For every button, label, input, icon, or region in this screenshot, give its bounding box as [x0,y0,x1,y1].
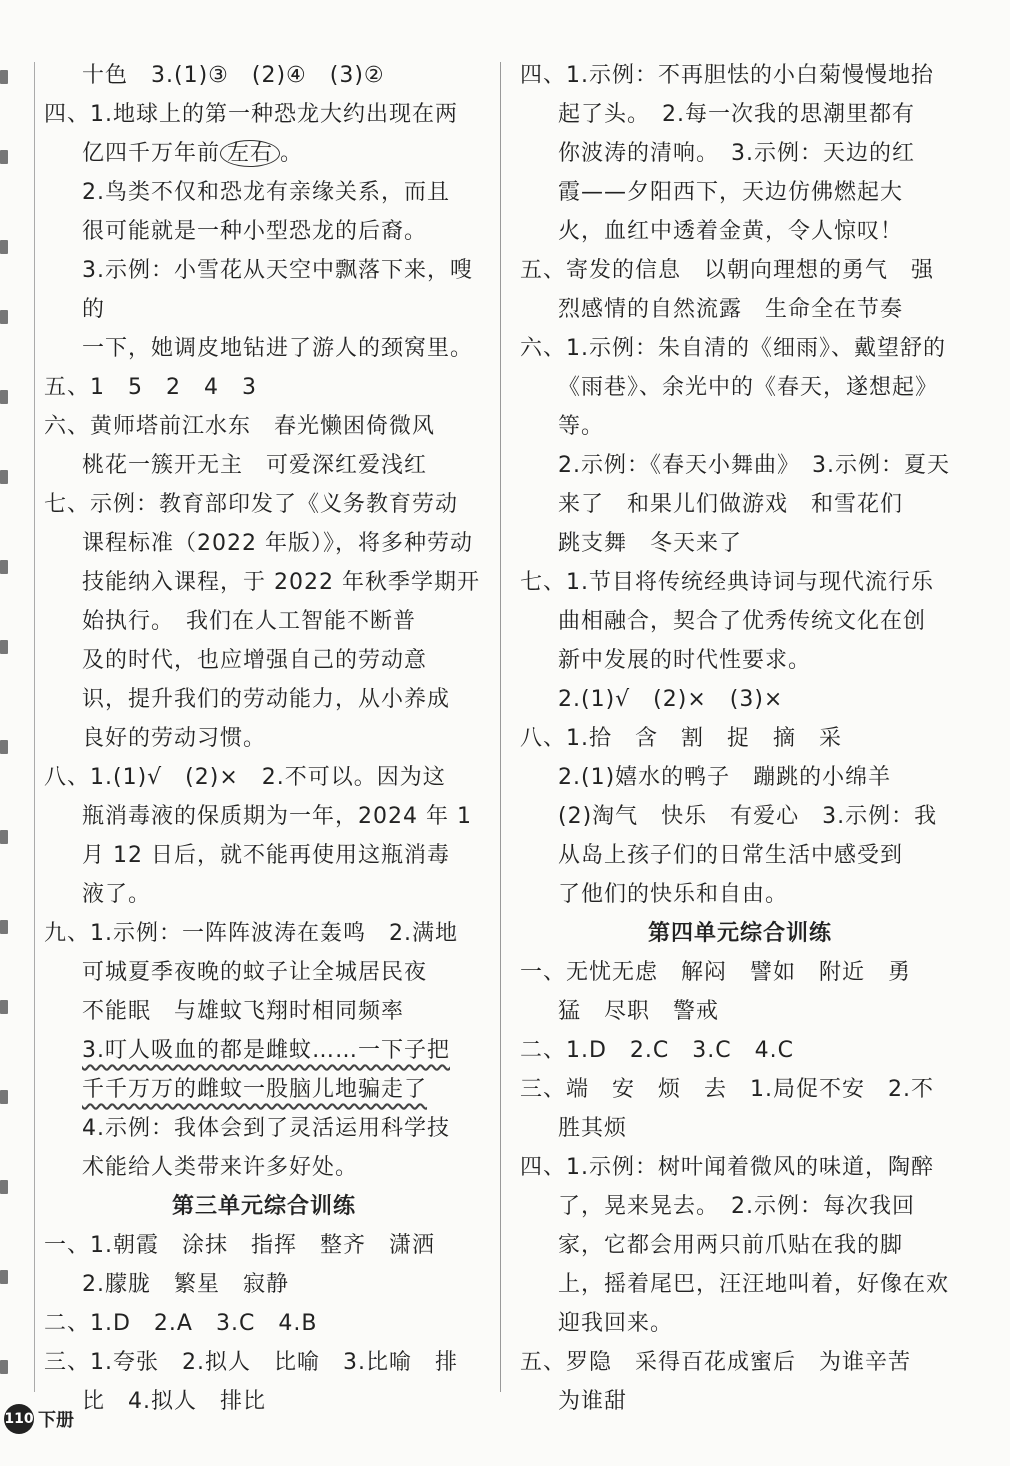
answer-line: 六、1.示例：朱自清的《细雨》、戴望舒的 [520,336,946,361]
answer-line: 曲相融合，契合了优秀传统文化在创 [558,609,927,634]
answer-line: 良好的劳动习惯。 [82,726,267,751]
answer-line: 月 12 日后，就不能再使用这瓶消毒 [82,843,450,868]
answer-line: 跳支舞 冬天来了 [558,531,743,556]
answer-line: 猛 尽职 警戒 [558,999,720,1024]
answer-line: 你波涛的清响。 3.示例：天边的红 [558,141,915,166]
answer-line: 来了 和果儿们做游戏 和雪花们 [558,492,904,517]
wavy-underlined-text: 3.叮人吸血的都是雌蚊……一下子把 [82,1038,450,1063]
answer-line: 七、示例：教育部印发了《义务教育劳动 [44,492,459,517]
answer-line [44,1070,484,1109]
answer-line: 比 4.拟人 排比 [82,1389,266,1414]
answer-line: 始执行。 我们在人工智能不断普 [82,609,417,634]
answer-line: 一、1.朝霞 涂抹 指挥 整齐 潇洒 [44,1233,435,1258]
answer-text: 。 [280,141,304,166]
answer-line: 七、1.节目将传统经典诗词与现代流行乐 [520,570,934,595]
answer-line: 起了头。 2.每一次我的思潮里都有 [558,102,915,127]
section-heading: 第三单元综合训练 [171,1194,356,1219]
answer-line: 液了。 [82,882,152,907]
answer-line: 上，摇着尾巴，汪汪地叫着，好像在欢 [558,1272,950,1297]
answer-line: 四、1.地球上的第一种恐龙大约出现在两 [44,102,458,127]
answer-line: 可城夏季夜晚的蚊子让全城居民夜 [82,960,428,985]
answer-line: 为谁甜 [558,1389,628,1414]
page-number: 110 [4,1404,34,1434]
answer-line: 火，血红中透着金黄，令人惊叹！ [558,219,904,244]
section-heading: 第四单元综合训练 [647,921,832,946]
answer-line: 及的时代，也应增强自己的劳动意 [82,648,428,673]
answer-text: 亿四千万年前 [82,141,221,166]
answer-line: 八、1.(1)√ (2)× 2.不可以。因为这 [44,765,446,790]
answer-line: 课程标准（2022 年版）》，将多种劳动 [82,531,473,556]
answer-line: 四、1.示例：树叶闻着微风的味道，陶醉 [520,1155,934,1180]
answer-line: 2.(1)√ (2)× (3)× [558,687,784,712]
right-column [520,56,960,1421]
answer-line: 2.示例：《春天小舞曲》 3.示例：夏天 [558,453,950,478]
answer-line: 二、1.D 2.C 3.C 4.C [520,1038,794,1063]
circled-word: 左右 [220,140,280,167]
answer-line: 新中发展的时代性要求。 [558,648,812,673]
answer-line: 一下，她调皮地钻进了游人的颈窝里。 [82,336,474,361]
answer-line: 四、1.示例：不再胆怯的小白菊慢慢地抬 [520,63,934,88]
answer-line: 很可能就是一种小型恐龙的后裔。 [82,219,428,244]
wavy-underlined-text: 千千万万的雌蚊一股脑儿地骗走了 [82,1077,428,1102]
answer-line: 三、1.夸张 2.拟人 比喻 3.比喻 排 [44,1350,458,1375]
answer-line: 九、1.示例：一阵阵波涛在轰鸣 2.满地 [44,921,458,946]
answer-line: (2)淘气 快乐 有爱心 3.示例：我 [558,804,938,829]
left-column [44,56,484,1421]
answer-line: 家，它都会用两只前爪贴在我的脚 [558,1233,904,1258]
column-divider [500,62,501,1392]
answer-line: 六、黄师塔前江水东 春光懒困倚微风 [44,414,436,439]
answer-line [44,1031,484,1070]
answer-line: 术能给人类带来许多好处。 [82,1155,359,1180]
answer-line: 识，提升我们的劳动能力，从小养成 [82,687,451,712]
answer-line: 2.朦胧 繁星 寂静 [82,1272,289,1297]
answer-line: 一、无忧无虑 解闷 譬如 附近 勇 [520,960,912,985]
answer-line: 五、1 5 2 4 3 [44,375,257,400]
answer-line: 2.鸟类不仅和恐龙有亲缘关系，而且 [82,180,450,205]
answer-line: 迎我回来。 [558,1311,674,1336]
page-footer [4,1404,74,1434]
answer-line [44,134,484,173]
answer-line: 五、寄发的信息 以朝向理想的勇气 强 [520,258,935,283]
answer-line: 五、罗隐 采得百花成蜜后 为谁辛苦 [520,1350,912,1375]
answer-line: 技能纳入课程，于 2022 年秋季学期开 [82,570,480,595]
answer-line: 4.示例：我体会到了灵活运用科学技 [82,1116,450,1141]
answer-line: 烈感情的自然流露 生命全在节奏 [558,297,904,322]
answer-line: 瓶消毒液的保质期为一年，2024 年 1 [82,804,472,829]
answer-line: 十色 3.(1)③ (2)④ (3)② [82,63,385,88]
answer-line: 3.示例：小雪花从天空中飘落下来，嗖的 [82,258,473,322]
answer-line: 不能眠 与雄蚊飞翔时相同频率 [82,999,405,1024]
answer-line: 八、1.拾 含 割 捉 摘 采 [520,726,842,751]
answer-line: 霞——夕阳西下，天边仿佛燃起大 [558,180,904,205]
answer-line: 三、端 安 烦 去 1.局促不安 2.不 [520,1077,934,1102]
answer-line: 了，晃来晃去。 2.示例：每次我回 [558,1194,915,1219]
answer-line: 胜其烦 [558,1116,628,1141]
answer-line: 二、1.D 2.A 3.C 4.B [44,1311,318,1336]
left-margin-rule [34,62,35,1392]
answer-line: 从岛上孩子们的日常生活中感受到 [558,843,904,868]
binding-edge-marks [0,40,10,1440]
answer-line: 了他们的快乐和自由。 [558,882,789,907]
answer-line: 《雨巷》、余光中的《春天，遂想起》等。 [558,375,939,439]
answer-line: 2.(1)嬉水的鸭子 蹦跳的小绵羊 [558,765,892,790]
answer-line: 桃花一簇开无主 可爱深红爱浅红 [82,453,428,478]
volume-label: 下册 [38,1410,74,1431]
